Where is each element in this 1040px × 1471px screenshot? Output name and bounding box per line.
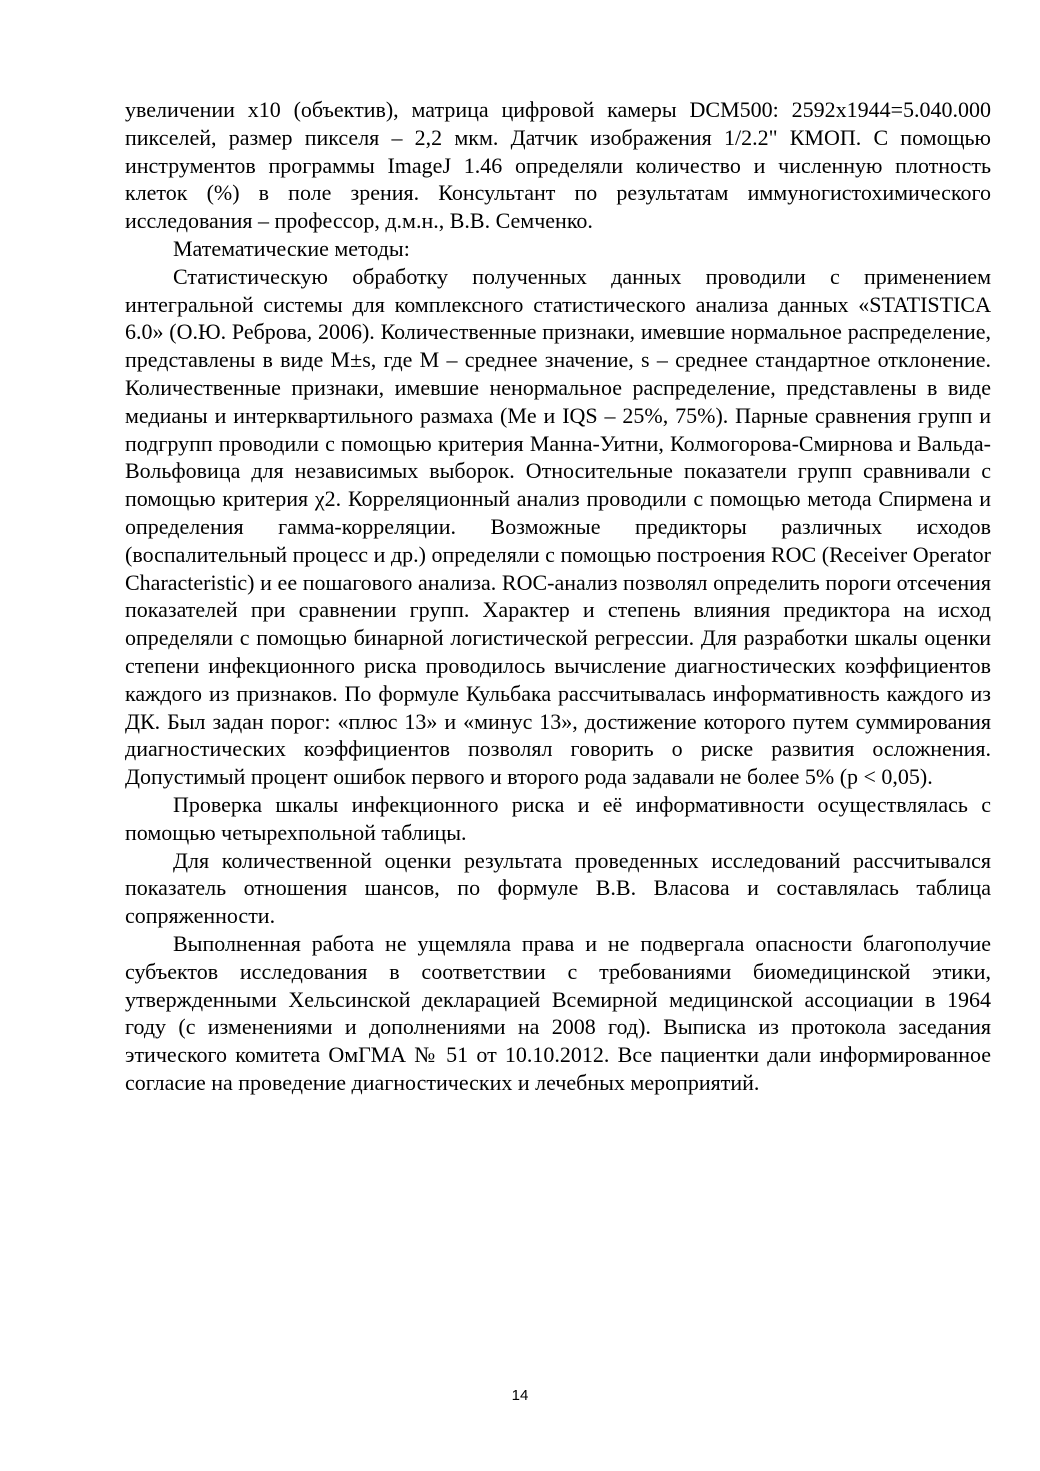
page-body: [125, 96, 991, 1097]
paragraph-ethics: Выполненная работа не ущемляла права и не подвергала опасности благополучие субъектов исследования в соответствии с требованиями биомедицинской этики, утвержденными Хельсинской декларацией Всемирной медицинской ассоциации в 1964 году (с изменениями и дополнениями на 2008 год). Выписка из протокола заседания этического комитета ОмГМА № 51 от 10.10.2012. Все пациентки дали информированное согласие на проведение диагностических и лечебных мероприятий.: [125, 930, 991, 1095]
paragraph-statistics: Статистическую обработку полученных данных проводили с применением интегральной системы для комплексного статистического анализа данных «STATISTICA 6.0» (О.Ю. Реброва, 2006). Количественные признаки, имевшие нормальное распределение, представлены в виде M±s, где M – среднее значение, s – среднее стандартное отклонение. Количественные признаки, имевшие ненормальное распределение, представлены в виде медианы и интерквартильного размаха (Me и IQS – 25%, 75%). Парные сравнения групп и подгрупп проводили с помощью критерия Манна-Уитни, Колмогорова-Смирнова и Вальда-Вольфовица для независимых выборок. Относительные показатели групп сравнивали с помощью критерия χ2. Корреляционный анализ проводили с помощью метода Спирмена и определения гамма-корреляции. Возможные предикторы различных исходов (воспалительный процесс и др.) определяли с помощью построения ROC (Receiver Operator Characteristic) и ее пошагового анализа. ROC-анализ позволял определить пороги отсечения показателей при сравнении групп. Характер и степень влияния предиктора на исход определяли с помощью бинарной логистической регрессии. Для разработки шкалы оценки степени инфекционного риска проводилось вычисление диагностических коэффициентов каждого из признаков. По формуле Кульбака рассчитывалась информативность каждого из ДК. Был задан порог: «плюс 13» и «минус 13», достижение которого путем суммирования диагностических коэффициентов позволял говорить о риске развития осложнения. Допустимый процент ошибок первого и второго рода задавали не более 5% (p < 0,05).: [125, 263, 991, 790]
paragraph-scale-verification: Проверка шкалы инфекционного риска и её информативности осуществлялась с помощью четырехпольной таблицы.: [125, 791, 991, 845]
paragraph-odds-ratio: Для количественной оценки результата проведенных исследований рассчитывался показатель отношения шансов, по формуле В.В. Власова и составлялась таблица сопряженности.: [125, 847, 991, 929]
paragraph-math-methods-heading: Математические методы:: [173, 235, 410, 261]
paragraph-microscopy-continuation: увеличении x10 (объектив), матрица цифровой камеры DCM500: 2592x1944=5.040.000 пикселей, размер пикселя – 2,2 мкм. Датчик изображения 1/2.2" КМОП. С помощью инструментов программы ImageJ 1.46 определяли количество и численную плотность клеток (%) в поле зрения. Консультант по результатам иммуногистохимического исследования – профессор, д.м.н., В.В. Семченко.: [125, 97, 991, 234]
page-number: 14: [511, 1387, 529, 1404]
